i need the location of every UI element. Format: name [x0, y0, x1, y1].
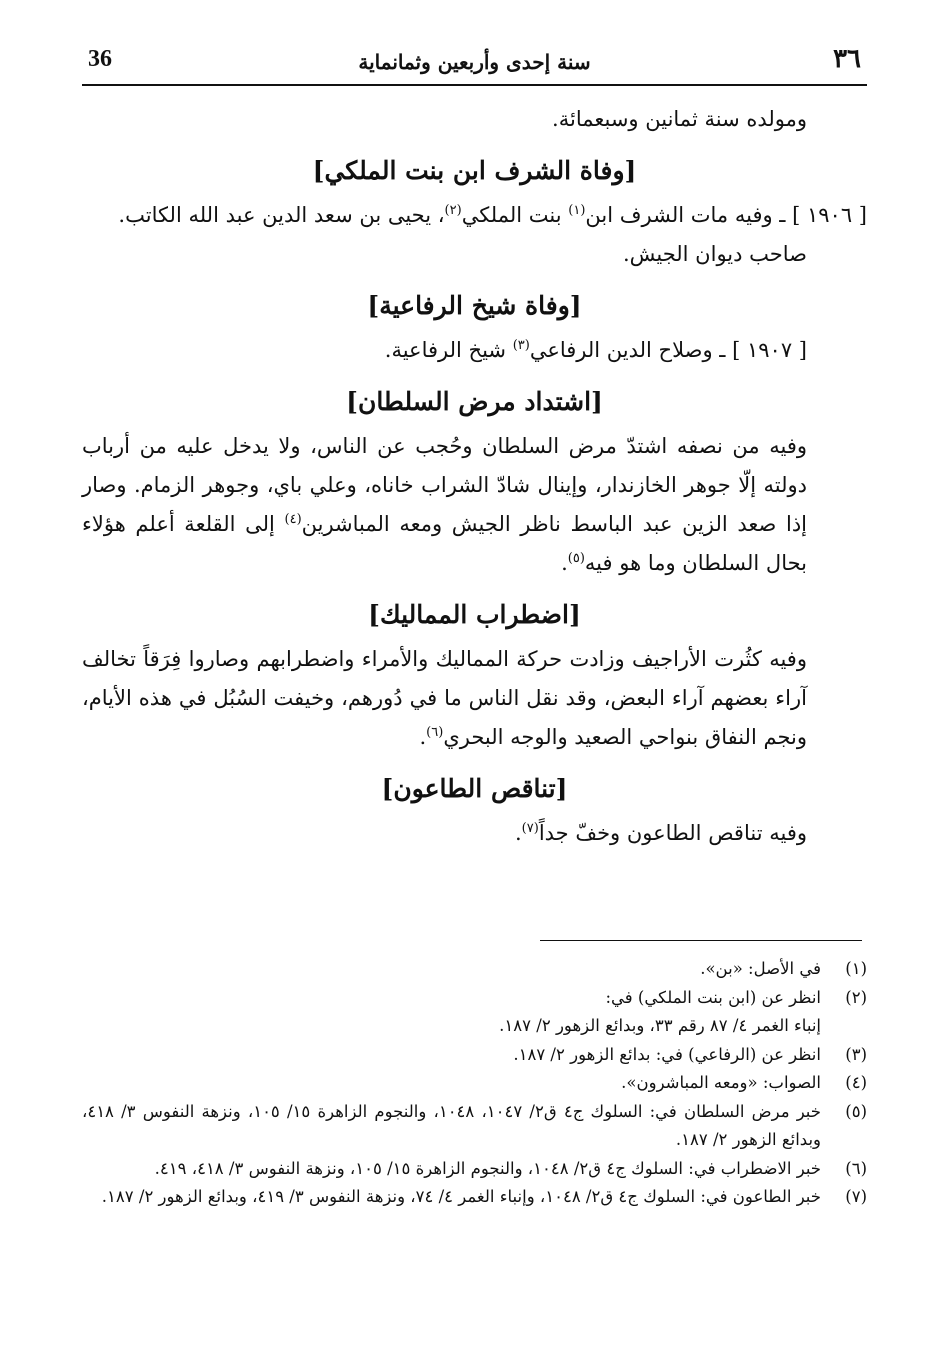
page-header — [82, 44, 867, 86]
footnote-ref: (١) — [568, 203, 586, 218]
footnote-ref: (٢) — [444, 203, 462, 218]
paragraph-text: . — [514, 821, 522, 845]
footnote-number: (١) — [845, 959, 867, 978]
footnote-number: (٥) — [845, 1101, 867, 1121]
entry-text: [ ١٩٠٧ ] ـ وصلاح الدين الرفاعي — [529, 338, 807, 362]
paragraph — [82, 814, 867, 853]
footnote — [82, 955, 867, 984]
footnote-divider — [540, 940, 862, 941]
running-title: سنة إحدى وأربعين وثمانماية — [358, 50, 591, 74]
paragraph — [82, 427, 867, 583]
section-heading: [وفاة شيخ الرفاعية] — [367, 291, 582, 320]
entry-1907 — [82, 331, 867, 370]
section-heading: [تناقص الطاعون] — [381, 774, 568, 803]
paragraph: صاحب ديوان الجيش. — [622, 242, 807, 266]
section-heading: [وفاة الشرف ابن بنت الملكي] — [312, 156, 637, 185]
footnote — [82, 1183, 867, 1212]
paragraph-text: وفيه تناقص الطاعون وخفّ جداً — [538, 821, 807, 845]
section-heading: [اشتداد مرض السلطان] — [346, 387, 603, 416]
footnote-ref: (٦) — [426, 725, 444, 740]
footnote — [82, 1041, 867, 1070]
intro-paragraph: ومولده سنة ثمانين وسبعمائة. — [552, 107, 807, 131]
footnote — [82, 984, 867, 1041]
entry-text: ، يحيى بن سعد الدين عبد الله الكاتب. — [118, 203, 445, 227]
paragraph-text: إلى القلعة أعلم هؤلاء بحال السلطان وما هو فيه — [82, 512, 807, 575]
paragraph-text: . — [419, 725, 427, 749]
entry-1906 — [82, 196, 867, 235]
paragraph-text: . — [561, 551, 568, 575]
page-number-arabic: ٣٦ — [833, 44, 861, 74]
footnote-text: انظر عن (ابن بنت الملكي) في: — [605, 987, 821, 1007]
footnotes — [82, 955, 867, 1212]
footnote-ref: (٣) — [512, 338, 530, 353]
footnote-text: في الأصل: «بن». — [700, 959, 821, 978]
footnote-number: (٣) — [845, 1044, 867, 1064]
footnote-number: (٧) — [845, 1187, 867, 1206]
footnote-ref: (٧) — [521, 821, 539, 836]
footnote-ref: (٥) — [567, 551, 585, 566]
footnote-number: (٢) — [845, 987, 867, 1007]
footnote-text: خبر مرض السلطان في: السلوك ج٤ ق٢/ ١٠٤٧، ١٠٤٨، والنجوم الزاهرة ١٥/ ١٠٥، ونزهة النفوس ٣/ ٤١٨، وبدائع الزهور ٢/ ١٨٧. — [82, 1101, 821, 1149]
section-heading: [اضطراب المماليك] — [368, 600, 581, 629]
footnote-text: خبر الاضطراب في: السلوك ج٤ ق٢/ ١٠٤٨، والنجوم الزاهرة ١٥/ ١٠٥، ونزهة النفوس ٣/ ٤١٨، ٤١٩. — [154, 1158, 821, 1178]
footnote-text: الصواب: «ومعه المباشرون». — [621, 1073, 821, 1092]
footnote — [82, 1069, 867, 1098]
footnote-text: انظر عن (الرفاعي) في: بدائع الزهور ٢/ ١٨٧. — [513, 1044, 821, 1064]
main-text — [82, 100, 867, 853]
footnote-text: خبر الطاعون في: السلوك ج٤ ق٢/ ١٠٤٨، وإنباء الغمر ٤/ ٧٤، ونزهة النفوس ٣/ ٤١٩، وبدائع الزهور ٢/ ١٨٧. — [101, 1187, 821, 1206]
footnote-number: (٤) — [845, 1073, 867, 1092]
footnote — [82, 1098, 867, 1155]
footnote-number: (٦) — [845, 1158, 867, 1178]
entry-text: [ ١٩٠٦ ] ـ وفيه مات الشرف ابن — [585, 203, 867, 227]
paragraph — [82, 640, 867, 757]
entry-text: شيخ الرفاعية. — [384, 338, 513, 362]
paragraph-text: وفيه من نصفه اشتدّ مرض السلطان وحُجب عن الناس، ولا يدخل عليه من أرباب دولته إلّا جوهر الخازندار، وإينال شادّ الشراب خاناه، وعلي باي، وجوهر الزمام. وصار إذا صعد الزين عبد الباسط ناظر الجيش ومعه المباشرين — [82, 434, 808, 536]
footnote-text: إنباء الغمر ٤/ ٨٧ رقم ٣٣، وبدائع الزهور ٢/ ١٨٧. — [499, 1016, 821, 1035]
page-number-latin: 36 — [88, 46, 112, 72]
paragraph-text: وفيه كثُرت الأراجيف وزادت حركة المماليك والأمراء واضطرابهم وصاروا فِرَقاً تخالف آراء بعضهم آراء البعض، وقد نقل الناس ما في دُورهم، وخيفت السُبُل في هذه الأيام، ونجم النفاق بنواحي الصعيد والوجه البحري — [82, 647, 807, 749]
entry-text: بنت الملكي — [461, 203, 569, 227]
footnote — [82, 1155, 867, 1184]
footnote-ref: (٤) — [284, 512, 302, 527]
